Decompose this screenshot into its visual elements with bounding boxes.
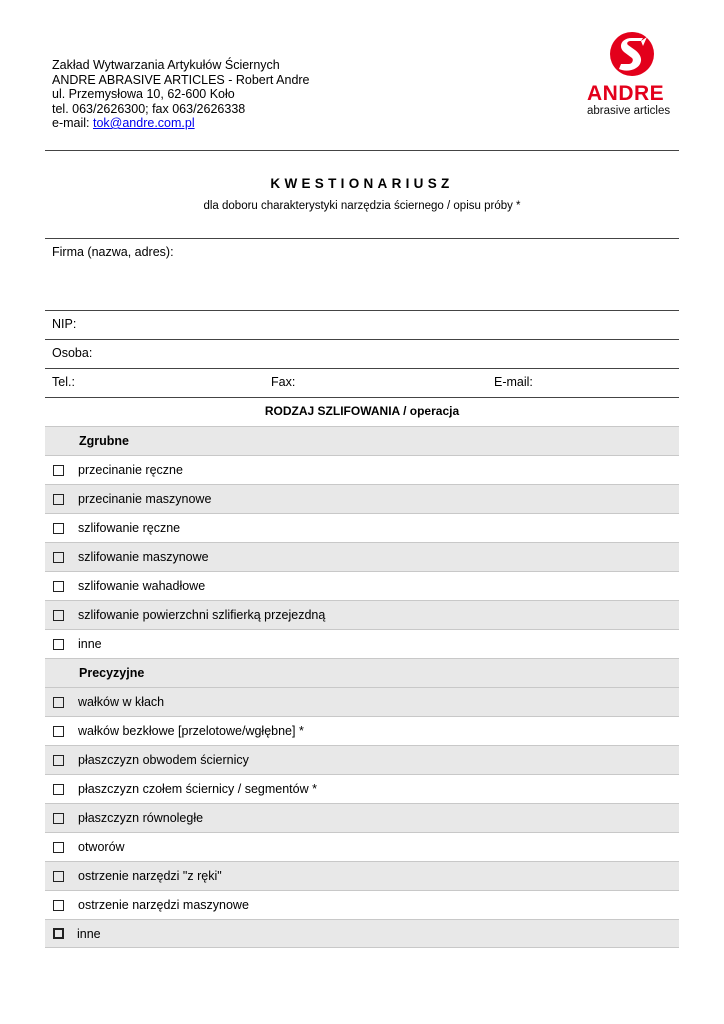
option-label: inne xyxy=(77,926,101,941)
fax-label: Fax: xyxy=(271,375,296,389)
andre-logo xyxy=(585,31,677,121)
divider xyxy=(45,238,679,239)
option-label: wałków bezkłowe [przelotowe/wgłębne] * xyxy=(78,724,304,738)
logo-wordmark: ANDRE xyxy=(587,82,665,105)
option-row[interactable] xyxy=(45,919,679,948)
option-label: przecinanie maszynowe xyxy=(78,492,212,506)
divider xyxy=(45,368,679,369)
option-row[interactable] xyxy=(45,484,679,513)
checkbox[interactable] xyxy=(53,610,64,621)
option-label: ostrzenie narzędzi "z ręki" xyxy=(78,869,222,883)
option-row[interactable] xyxy=(45,455,679,484)
checkbox[interactable] xyxy=(53,900,64,911)
option-label: wałków w kłach xyxy=(78,695,165,709)
checkbox[interactable] xyxy=(53,494,64,505)
company-line-2: ANDRE ABRASIVE ARTICLES - Robert Andre xyxy=(52,72,310,87)
group-header-precyzyjne: Precyzyjne xyxy=(45,658,679,687)
option-row[interactable] xyxy=(45,600,679,629)
option-row[interactable] xyxy=(45,513,679,542)
option-row[interactable] xyxy=(45,774,679,803)
option-row[interactable] xyxy=(45,542,679,571)
option-label: otworów xyxy=(78,840,125,854)
option-label: szlifowanie wahadłowe xyxy=(78,579,206,593)
osoba-label: Osoba: xyxy=(52,346,93,360)
checkbox[interactable] xyxy=(53,523,64,534)
checkbox[interactable] xyxy=(53,697,64,708)
option-label: płaszczyzn czołem ściernicy / segmentów * xyxy=(78,782,317,796)
firma-label: Firma (nazwa, adres): xyxy=(52,245,174,259)
divider xyxy=(45,339,679,340)
email-prefix: e-mail: xyxy=(52,116,93,130)
company-email-line xyxy=(52,116,310,131)
option-row[interactable] xyxy=(45,571,679,600)
operation-list xyxy=(45,426,679,948)
checkbox[interactable] xyxy=(53,928,64,939)
divider xyxy=(45,310,679,311)
option-label: płaszczyzn równoległe xyxy=(78,811,204,825)
divider xyxy=(45,397,679,398)
divider xyxy=(45,150,679,151)
checkbox[interactable] xyxy=(53,871,64,882)
option-label: ostrzenie narzędzi maszynowe xyxy=(78,898,249,912)
option-label: szlifowanie powierzchni szlifierką przejezdną xyxy=(78,608,326,622)
checkbox[interactable] xyxy=(53,726,64,737)
option-label: przecinanie ręczne xyxy=(78,463,183,477)
option-label: płaszczyzn obwodem ściernicy xyxy=(78,753,249,767)
checkbox[interactable] xyxy=(53,581,64,592)
checkbox[interactable] xyxy=(53,784,64,795)
company-line-4: tel. 063/2626300; fax 063/2626338 xyxy=(52,101,246,116)
option-label: szlifowanie ręczne xyxy=(78,521,181,535)
company-line-3: ul. Przemysłowa 10, 62-600 Koło xyxy=(52,87,235,101)
checkbox[interactable] xyxy=(53,755,64,766)
checkbox[interactable] xyxy=(53,465,64,476)
company-line-1: Zakład Wytwarzania Artykułów Ściernych xyxy=(52,58,280,72)
section-title: RODZAJ SZLIFOWANIA / operacja xyxy=(264,404,460,418)
option-label: inne xyxy=(78,637,102,651)
email-link[interactable]: tok@andre.com.pl xyxy=(92,116,195,130)
option-row[interactable] xyxy=(45,803,679,832)
group-header-zgrubne: Zgrubne xyxy=(45,426,679,455)
option-row[interactable] xyxy=(45,832,679,861)
checkbox[interactable] xyxy=(53,552,64,563)
checkbox[interactable] xyxy=(53,639,64,650)
tel-label: Tel.: xyxy=(52,375,75,389)
option-row[interactable] xyxy=(45,716,679,745)
option-row[interactable] xyxy=(45,629,679,658)
email-label: E-mail: xyxy=(494,375,533,389)
option-row[interactable] xyxy=(45,687,679,716)
logo-symbol-icon xyxy=(609,31,655,77)
option-label: szlifowanie maszynowe xyxy=(78,550,209,564)
option-row[interactable] xyxy=(45,745,679,774)
document-title: KWESTIONARIUSZ xyxy=(270,176,454,191)
checkbox[interactable] xyxy=(53,842,64,853)
option-row[interactable] xyxy=(45,890,679,919)
nip-label: NIP: xyxy=(52,317,77,331)
company-address xyxy=(52,58,310,131)
option-row[interactable] xyxy=(45,861,679,890)
document-subtitle: dla doboru charakterystyki narzędzia ściernego / opisu próby * xyxy=(203,200,521,212)
checkbox[interactable] xyxy=(53,813,64,824)
logo-tagline: abrasive articles xyxy=(587,105,671,117)
